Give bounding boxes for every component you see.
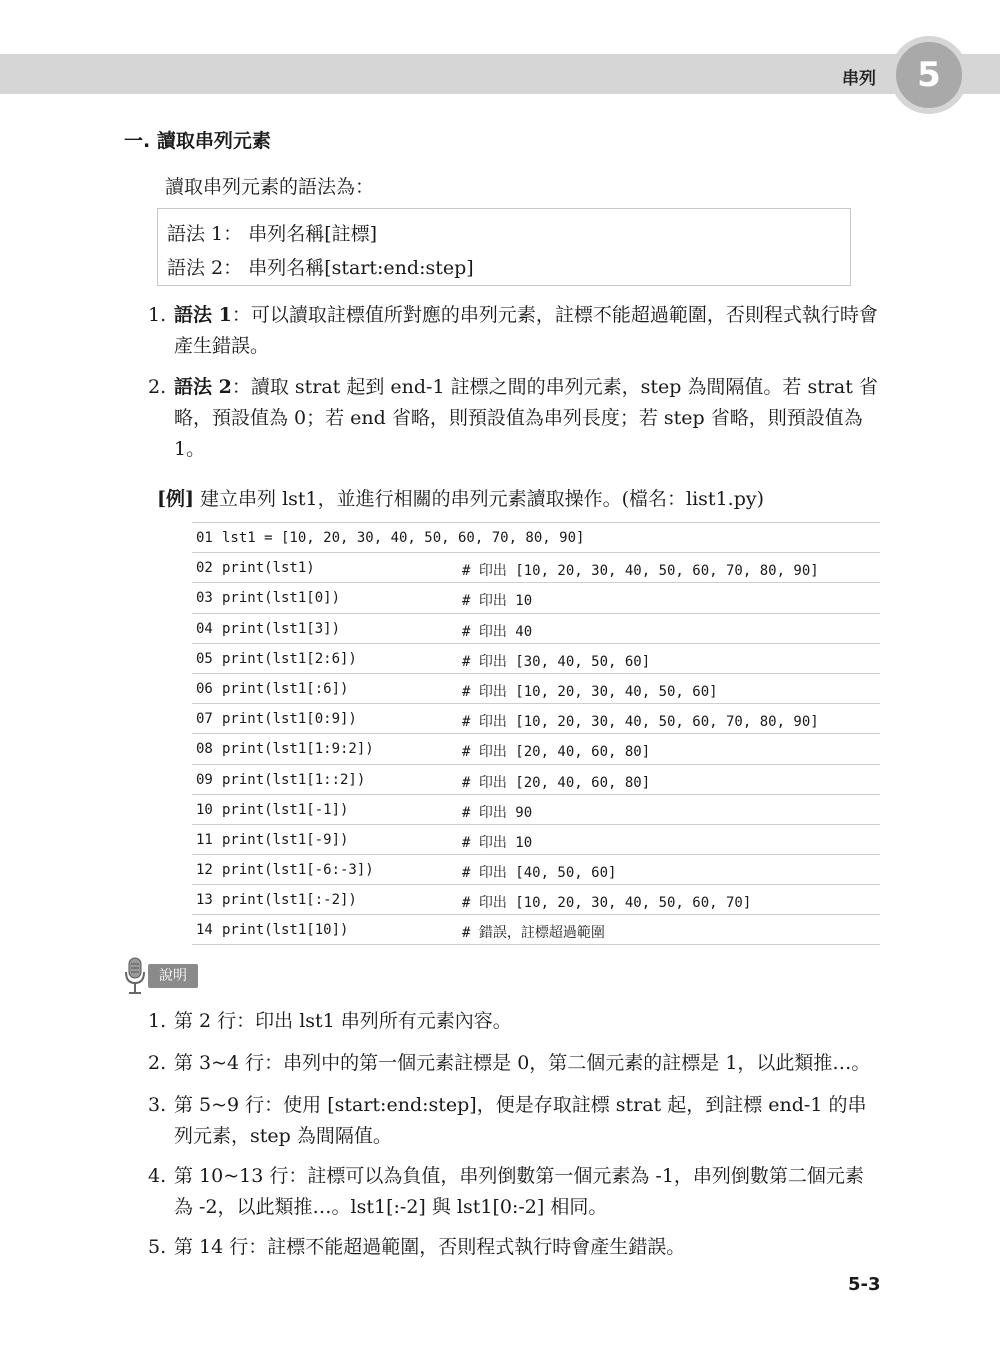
- line-number: 13: [196, 892, 213, 909]
- note-item-5: [148, 1232, 880, 1263]
- line-number: 02: [196, 560, 213, 577]
- syntax-description: ：可以讀取註標值所對應的串列元素，註標不能超過範圍，否則程式執行時會產生錯誤。: [174, 304, 878, 357]
- code-comment: # 印出 [20, 40, 60, 80]: [462, 774, 651, 791]
- code-listing: [192, 522, 880, 945]
- code-line: [192, 914, 880, 944]
- syntax-1-text: 串列名稱[註標]: [248, 223, 378, 245]
- code-line: [192, 582, 880, 612]
- note-text: 第 3~4 行：串列中的第一個元素註標是 0，第二個元素的註標是 1，以此類推…。: [174, 1052, 871, 1074]
- note-text: 第 14 行：註標不能超過範圍，否則程式執行時會產生錯誤。: [174, 1236, 686, 1258]
- code-text: print(lst1[-1]): [222, 801, 349, 818]
- section-intro: 讀取串列元素的語法為：: [165, 176, 375, 198]
- code-text: print(lst1[0:9]): [222, 711, 357, 728]
- code-line: [192, 673, 880, 703]
- syntax-term: 語法 2: [174, 376, 232, 398]
- syntax-explanation-2: [148, 372, 880, 465]
- note-text: 第 5~9 行：使用 [start:end:step]，便是存取註標 strat 起，到註標 end-1 的串列元素，step 為間隔值。: [174, 1094, 867, 1147]
- line-number: 10: [196, 801, 213, 818]
- code-line: [192, 854, 880, 884]
- code-comment: # 印出 10: [462, 593, 533, 610]
- list-number: 3.: [148, 1094, 167, 1116]
- note-text: 第 10~13 行：註標可以為負值，串列倒數第一個元素為 -1，串列倒數第二個元素為 -2，以此類推…。lst1[:-2] 與 lst1[0:-2] 相同。: [174, 1165, 864, 1218]
- note-item-3: [148, 1090, 880, 1152]
- list-number: 4.: [148, 1165, 167, 1187]
- code-comment: # 印出 [20, 40, 60, 80]: [462, 744, 651, 761]
- line-number: 07: [196, 711, 213, 728]
- syntax-box: [157, 208, 851, 286]
- code-comment: # 印出 [40, 50, 60]: [462, 865, 617, 882]
- syntax-line-2: [167, 251, 841, 285]
- line-number: 08: [196, 741, 213, 758]
- list-number: 2.: [148, 376, 167, 398]
- code-text: lst1 = [10, 20, 30, 40, 50, 60, 70, 80, 90]: [222, 530, 585, 546]
- line-number: 05: [196, 650, 213, 667]
- line-number: 01: [196, 530, 213, 546]
- microphone-icon: [122, 956, 148, 996]
- code-text: print(lst1): [222, 560, 315, 577]
- line-number: 06: [196, 680, 213, 697]
- code-line: [192, 733, 880, 763]
- code-comment: # 印出 40: [462, 623, 533, 640]
- code-text: print(lst1[10]): [222, 922, 349, 939]
- code-comment: # 印出 [10, 20, 30, 40, 50, 60, 70]: [462, 895, 752, 912]
- list-number: 5.: [148, 1236, 167, 1258]
- code-text: print(lst1[:6]): [222, 680, 349, 697]
- code-line: [192, 794, 880, 824]
- line-number: 09: [196, 771, 213, 788]
- code-line: [192, 522, 880, 552]
- note-label: 說明: [148, 964, 198, 988]
- syntax-2-label: 語法 2：: [167, 257, 243, 279]
- code-line: [192, 764, 880, 794]
- page-number: 5-3: [848, 1274, 881, 1295]
- code-comment: # 印出 [30, 40, 50, 60]: [462, 653, 651, 670]
- list-number: 1.: [148, 1010, 167, 1032]
- code-line: [192, 703, 880, 733]
- syntax-line-1: [167, 217, 841, 251]
- code-text: print(lst1[1::2]): [222, 771, 366, 788]
- code-text: print(lst1[-9]): [222, 831, 349, 848]
- code-text: print(lst1[:-2]): [222, 892, 357, 909]
- syntax-description: ：讀取 strat 起到 end-1 註標之間的串列元素，step 為間隔值。若 strat 省略，預設值為 0；若 end 省略，則預設值為串列長度；若 step 省略，則預設值為 1。: [174, 376, 878, 460]
- code-text: print(lst1[0]): [222, 590, 341, 607]
- list-number: 1.: [148, 304, 167, 326]
- line-number: 03: [196, 590, 213, 607]
- example-text: 建立串列 lst1，並進行相關的串列元素讀取操作。(檔名：list1.py): [193, 488, 765, 510]
- code-line: [192, 884, 880, 914]
- code-comment: # 印出 10: [462, 834, 533, 851]
- syntax-1-label: 語法 1：: [167, 223, 243, 245]
- syntax-term: 語法 1: [174, 304, 232, 326]
- code-line: [192, 643, 880, 673]
- code-comment: # 印出 90: [462, 804, 533, 821]
- code-text: print(lst1[-6:-3]): [222, 862, 374, 879]
- code-comment: # 印出 [10, 20, 30, 40, 50, 60]: [462, 683, 718, 700]
- syntax-2-text: 串列名稱[start:end:step]: [248, 257, 474, 279]
- code-comment: # 印出 [10, 20, 30, 40, 50, 60, 70, 80, 90]: [462, 563, 819, 580]
- section-heading: 一. 讀取串列元素: [124, 130, 271, 152]
- note-item-2: [148, 1048, 880, 1079]
- note-text: 第 2 行：印出 lst1 串列所有元素內容。: [174, 1010, 512, 1032]
- code-text: print(lst1[2:6]): [222, 650, 357, 667]
- line-number: 12: [196, 862, 213, 879]
- code-comment: # 錯誤，註標超過範圍: [462, 925, 605, 942]
- chapter-title: 串列: [842, 69, 876, 89]
- code-text: print(lst1[3]): [222, 620, 341, 637]
- chapter-number-badge: 5: [890, 36, 968, 114]
- line-number: 04: [196, 620, 213, 637]
- note-item-1: [148, 1006, 880, 1037]
- code-line: [192, 552, 880, 582]
- example-caption: [157, 484, 764, 511]
- example-tag: [例]: [157, 488, 194, 510]
- code-text: print(lst1[1:9:2]): [222, 741, 374, 758]
- line-number: 14: [196, 922, 213, 939]
- line-number: 11: [196, 831, 213, 848]
- syntax-explanation-1: [148, 300, 880, 362]
- code-line: [192, 824, 880, 854]
- note-item-4: [148, 1161, 880, 1223]
- code-line: [192, 613, 880, 643]
- code-comment: # 印出 [10, 20, 30, 40, 50, 60, 70, 80, 90]: [462, 714, 819, 731]
- list-number: 2.: [148, 1052, 167, 1074]
